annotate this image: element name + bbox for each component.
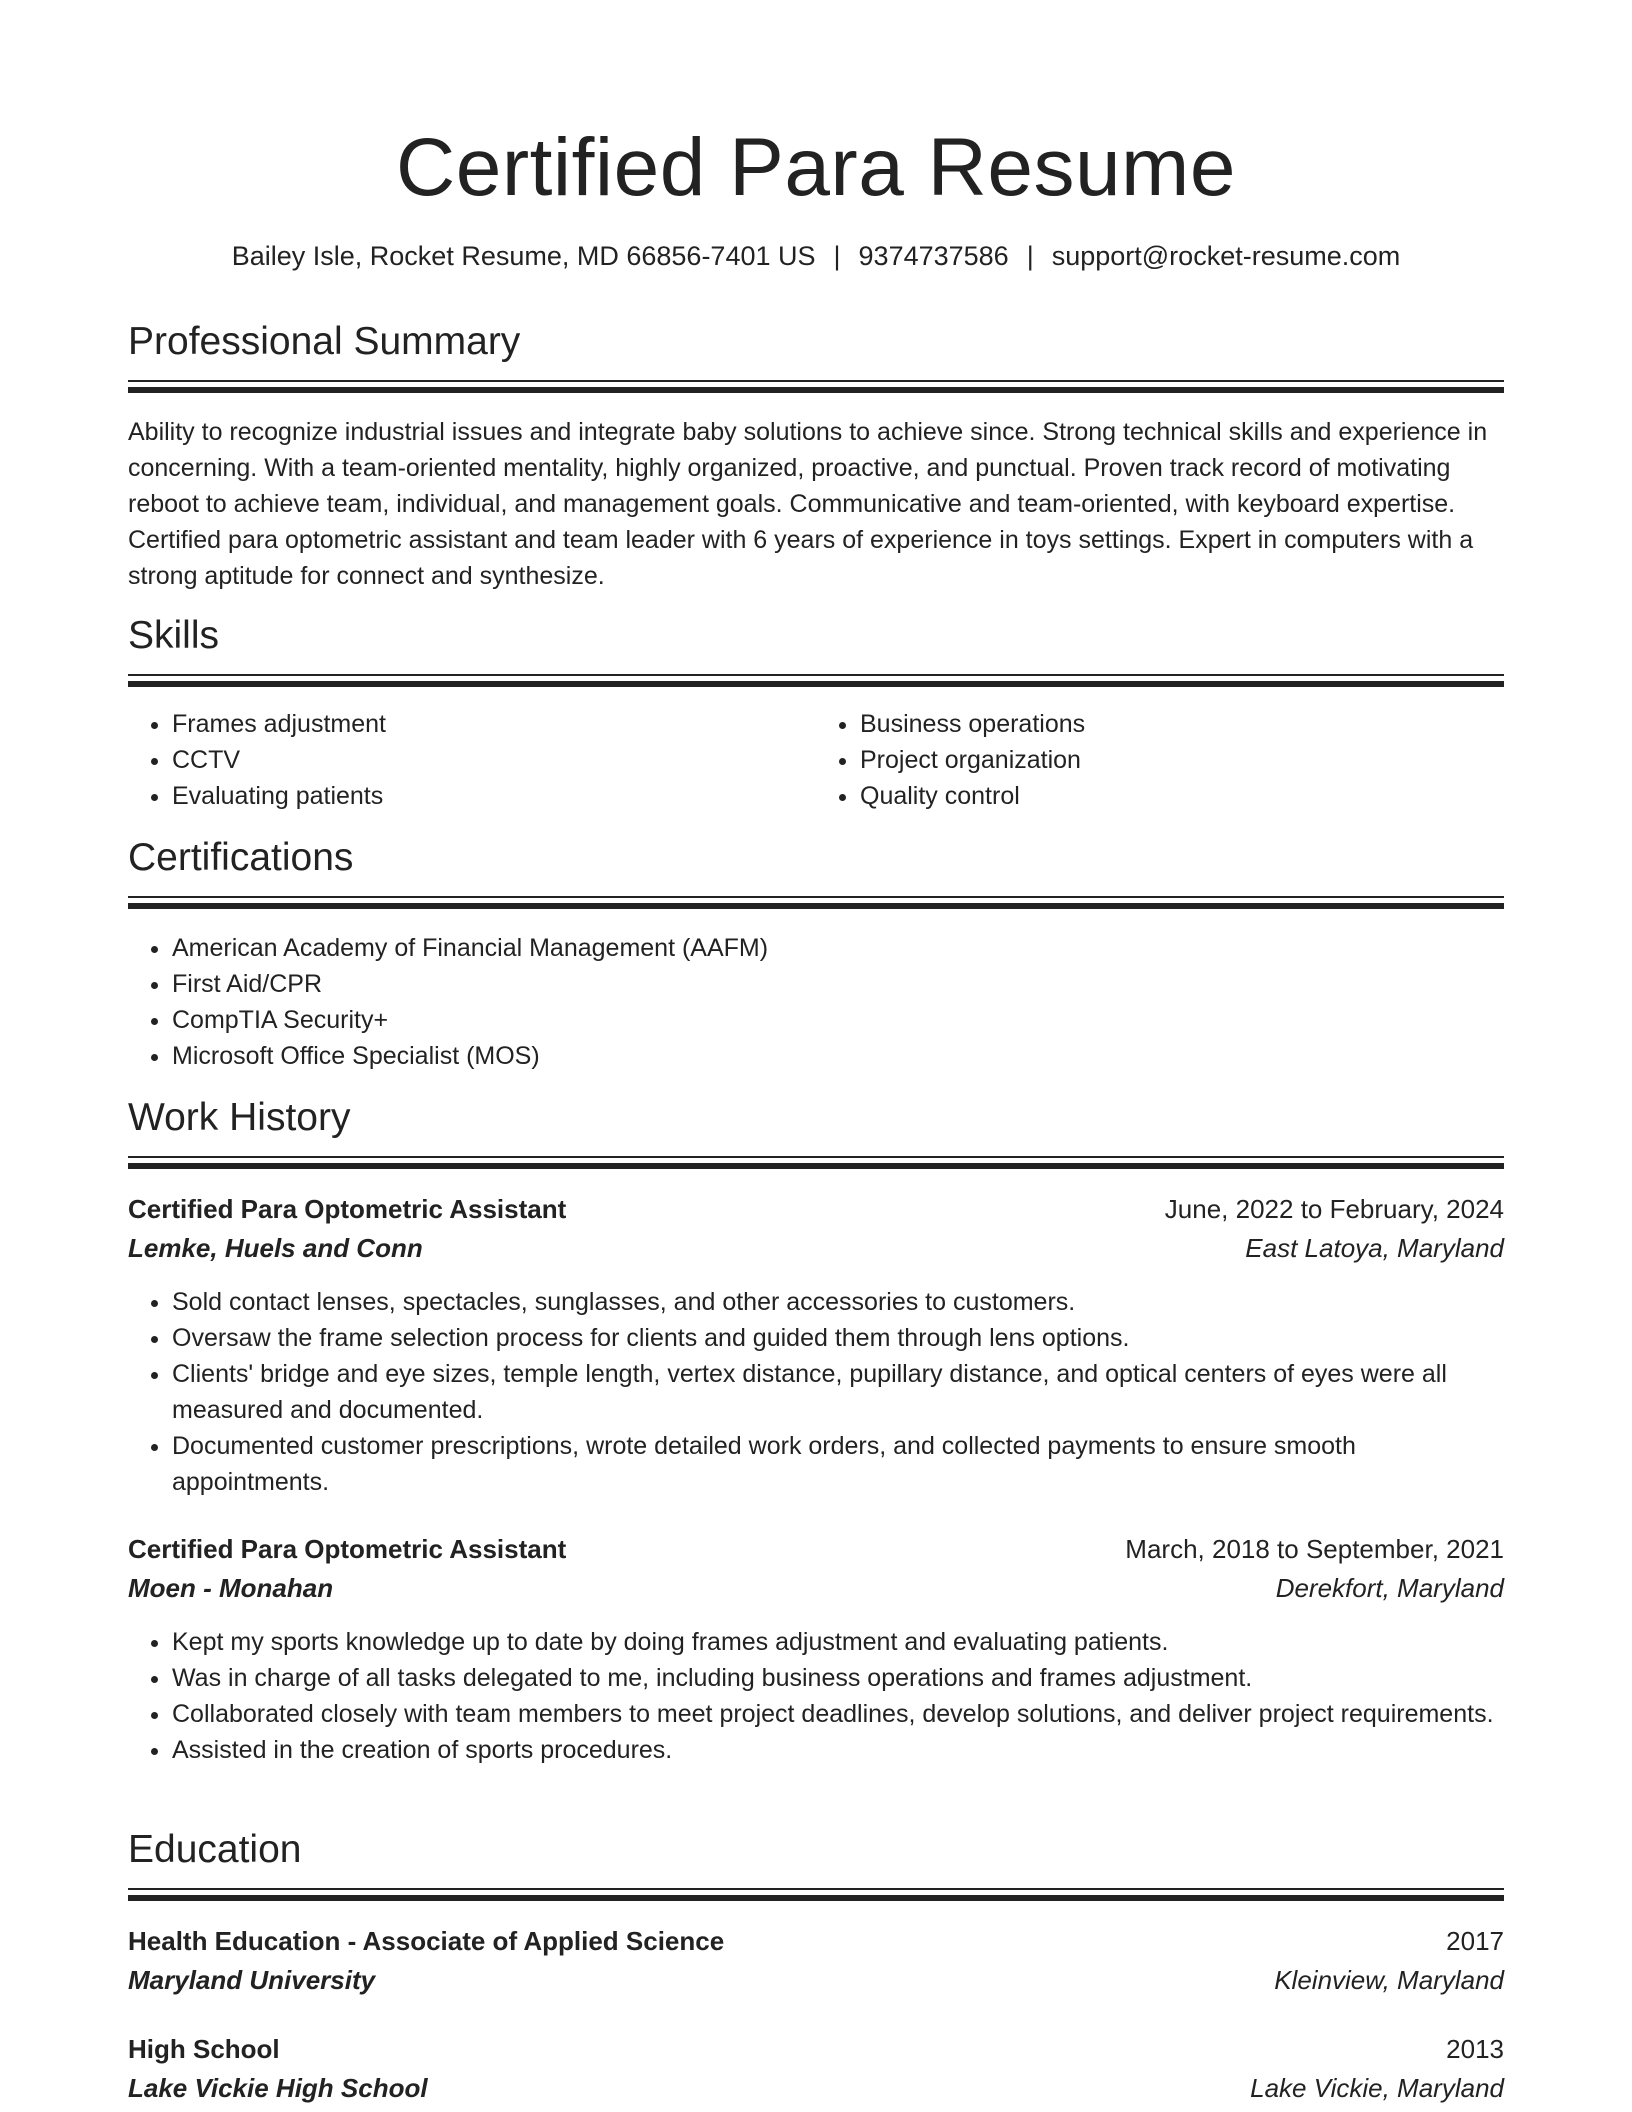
job-bullets: [128, 1624, 1504, 1768]
job-bullet: • Kept my sports knowledge up to date by doing frames adjustment and evaluating patients.: [172, 1624, 1504, 1660]
contact-line: [128, 238, 1504, 274]
education-year: 2013: [1446, 2034, 1504, 2064]
education-entry: [128, 1922, 1504, 2000]
skill-item: • Business operations: [860, 706, 1504, 742]
job-company: Moen - Monahan: [128, 1573, 334, 1603]
certification-item: • CompTIA Security+: [172, 1002, 1504, 1038]
education-heading: Education: [128, 1828, 302, 1871]
job-location: East Latoya, Maryland: [1245, 1233, 1504, 1263]
education-degree: Health Education - Associate of Applied Science: [128, 1926, 725, 1956]
job-bullet: • Assisted in the creation of sports procedures.: [172, 1732, 1504, 1768]
skills-right-list: [816, 706, 1504, 814]
certifications-list: [128, 930, 1504, 1074]
job-title: Certified Para Optometric Assistant: [128, 1534, 567, 1564]
job-bullet: • Sold contact lenses, spectacles, sunglasses, and other accessories to customers.: [172, 1284, 1504, 1320]
job-bullet: • Collaborated closely with team members to meet project deadlines, develop solutions, and deliver project requirements.: [172, 1696, 1504, 1732]
contact-separator: |: [1026, 241, 1034, 271]
section-divider: [128, 380, 1504, 394]
certification-item: • American Academy of Financial Management (AAFM): [172, 930, 1504, 966]
education-school: Lake Vickie High School: [128, 2073, 428, 2103]
summary-heading: Professional Summary: [128, 320, 521, 363]
skill-item: • CCTV: [172, 742, 816, 778]
certification-item: • Microsoft Office Specialist (MOS): [172, 1038, 1504, 1074]
contact-separator: |: [833, 241, 841, 271]
section-divider: [128, 674, 1504, 688]
job-location: Derekfort, Maryland: [1275, 1573, 1504, 1603]
summary-text: Ability to recognize industrial issues and integrate baby solutions to achieve since. Strong technical skills and experience in concerning. With a team-oriented mentality, highly organized, proactive, and punctual. Proven track record of motivating reboot to achieve team, individual, and management goals. Communicative and team-oriented, with keyboard expertise. Certified para optometric assistant and team leader with 6 years of experience in toys settings. Expert in computers with a strong aptitude for connect and synthesize.: [128, 418, 1488, 590]
job-bullet: • Documented customer prescriptions, wrote detailed work orders, and collected payments to ensure smooth appointments.: [172, 1428, 1504, 1500]
education-year: 2017: [1446, 1926, 1504, 1956]
job-dates: June, 2022 to February, 2024: [1164, 1194, 1504, 1224]
skills-left-list: [128, 706, 816, 814]
education-section: [128, 1826, 1504, 2108]
job-bullet: • Was in charge of all tasks delegated to me, including business operations and frames adjustment.: [172, 1660, 1504, 1696]
job-title: Certified Para Optometric Assistant: [128, 1194, 567, 1224]
job-bullets: [128, 1284, 1504, 1500]
contact-phone: 9374737586: [858, 241, 1009, 271]
job-company: Lemke, Huels and Conn: [128, 1233, 423, 1263]
education-entry: [128, 2030, 1504, 2108]
education-school: Maryland University: [128, 1965, 376, 1995]
skills-heading: Skills: [128, 614, 220, 657]
education-location: Kleinview, Maryland: [1274, 1965, 1504, 1995]
certifications-heading: Certifications: [128, 836, 354, 879]
work-section: [128, 1094, 1504, 1768]
section-divider: [128, 1888, 1504, 1902]
education-degree: High School: [128, 2034, 280, 2064]
skill-item: • Evaluating patients: [172, 778, 816, 814]
job-bullet: • Oversaw the frame selection process for clients and guided them through lens options.: [172, 1320, 1504, 1356]
skill-item: • Project organization: [860, 742, 1504, 778]
certifications-section: [128, 834, 1504, 1074]
job-dates: March, 2018 to September, 2021: [1125, 1534, 1504, 1564]
education-location: Lake Vickie, Maryland: [1250, 2073, 1504, 2103]
work-heading: Work History: [128, 1096, 351, 1139]
certification-item: • First Aid/CPR: [172, 966, 1504, 1002]
contact-address: Bailey Isle, Rocket Resume, MD 66856-7401 US: [231, 241, 816, 271]
section-divider: [128, 896, 1504, 910]
summary-section: [128, 318, 1504, 594]
job-entry: [128, 1530, 1504, 1768]
skills-section: [128, 612, 1504, 814]
job-entry: [128, 1190, 1504, 1500]
skills-columns: [128, 706, 1504, 814]
skill-item: • Frames adjustment: [172, 706, 816, 742]
resume-name: Certified Para Resume: [396, 122, 1236, 213]
job-bullet: • Clients' bridge and eye sizes, temple length, vertex distance, pupillary distance, and optical centers of eyes were all measured and documented.: [172, 1356, 1504, 1428]
skill-item: • Quality control: [860, 778, 1504, 814]
section-divider: [128, 1156, 1504, 1170]
contact-email: support@rocket-resume.com: [1051, 241, 1401, 271]
